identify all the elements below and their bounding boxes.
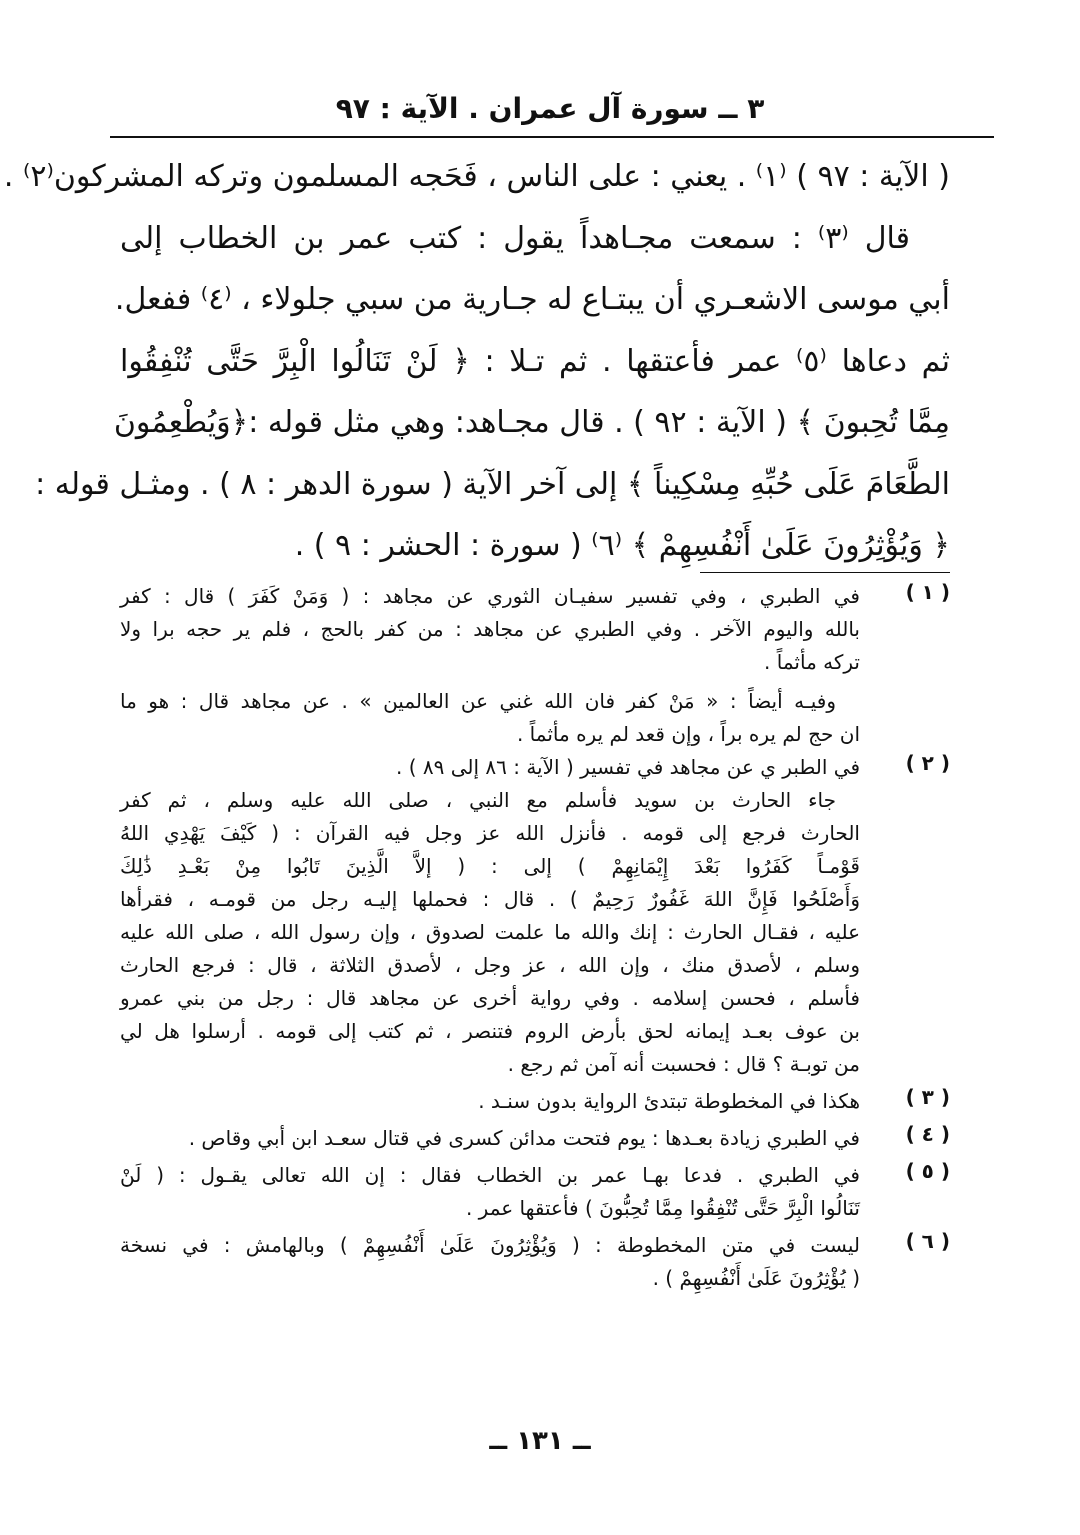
footnote-line: في الطبري زيادة بعـدها : يوم فتحت مدائن كسرى في قتال سعـد ابن أبي وقاص . xyxy=(188,1126,860,1150)
footnote-line: تَنَالُوا الْبِرَّ حَتَّى تُنْفِقُوا مِمَّا تُحِبُّونَ ) فأعتقها عمر . xyxy=(465,1196,860,1220)
main-line: ثم دعاها ⁽٥⁾ عمر فأعتقها . ثم تـلا : ﴿ لَنْ تَنَالُوا الْبِرَّ حَتَّى تُنْفِقُوا xyxy=(120,343,950,379)
running-header: ٣ ــ سورة آل عمران . الآية : ٩٧ xyxy=(335,92,765,125)
main-line: أبي موسى الاشعـري أن يبتـاع له جـارية من سبي جلولاء ، ⁽٤⁾ ففعل. xyxy=(114,282,950,317)
footnote-number: ( ٥ ) xyxy=(905,1159,950,1183)
page-number: ــ ١٣١ ــ xyxy=(489,1426,591,1456)
footnote-number: ( ٦ ) xyxy=(905,1229,950,1253)
footnote-number: ( ٣ ) xyxy=(905,1085,950,1109)
footnote-line: فأسلم ، فحسن إسلامه . وفي رواية أخرى عن مجاهد قال : رجل من بني عمرو xyxy=(120,986,860,1010)
footnote-line: عليه ، فقـال الحارث : إنك والله ما علمت لصدوق ، وإن رسول الله ، صلى الله عليه xyxy=(120,920,860,944)
footnote-line: وسلم ، لأصدق منك ، وإن الله ، عز وجل ، لأصدق الثلاثة ، قال : فرجع الحارث xyxy=(120,953,860,977)
footnote-line: من توبـة ؟ قال : فحسبت أنه آمن ثم رجع . xyxy=(507,1052,860,1076)
footnotes xyxy=(120,580,950,1295)
footnote-3 xyxy=(120,1085,950,1118)
footnote-line: الحارث فرجع إلى قومه . فأنزل الله عز وجل فيه القرآن : ( كَيْفَ يَهْدِي اللهُ xyxy=(120,821,860,845)
footnote-line: قَوْمـاً كَفَرُوا بَعْدَ إِيْمَانِهِمْ ) إلى : ( إلاَّ الَّذِينَ تَابُوا مِنْ بَعْـدِ ذَٰلِكَ xyxy=(120,854,860,878)
footnote-line: تركه مأثماً . xyxy=(764,650,860,674)
footnote-2 xyxy=(120,751,950,1081)
footnote-line: ان حج لم يره براً ، وإن قعد لم يره مأثماً . xyxy=(516,722,860,746)
main-line: الطَّعَامَ عَلَى حُبِّهِ مِسْكِيناً ﴾ إلى آخر الآية ( سورة الدهر : ٨ ) . ومثـل قوله : xyxy=(35,466,950,502)
footnote-line: بالله واليوم الآخر . وفي الطبري عن مجاهد : من كفر بالحج ، فلم ير حجه برا ولا xyxy=(120,617,860,641)
footnote-line: بن عوف بعـد إيمانه لحق بأرض الروم فتنصر ، ثم كتب إلى قومه . أرسلوا هل لي xyxy=(120,1019,860,1043)
footnote-number: ( ٢ ) xyxy=(905,751,950,775)
footnote-line: في الطبري ، وفي تفسير سفيـان الثوري عن مجاهد : ( وَمَنْ كَفَرَ ) قال : كفر xyxy=(120,584,860,608)
footnote-number: ( ١ ) xyxy=(905,580,950,604)
header-rule xyxy=(110,136,994,138)
footnote-1 xyxy=(120,580,950,751)
main-line: قال ⁽٣⁾ : سمعت مجـاهداً يقول : كتب عمر بن الخطاب إلى xyxy=(120,220,910,256)
footnote-rule xyxy=(700,572,950,573)
footnote-4 xyxy=(120,1122,950,1155)
footnote-number: ( ٤ ) xyxy=(905,1122,950,1146)
main-line: ( الآية : ٩٧ ) ⁽١⁾ . يعني : على الناس ، فَحَجه المسلمون وتركه المشركون⁽٢⁾ . xyxy=(3,159,950,194)
footnote-line: ليست في متن المخطوطة : ( وَيُؤْثِرُونَ عَلَىٰ أَنْفُسِهِمْ ) وبالهامش : في نسخة xyxy=(120,1233,860,1257)
footnote-line: ( يُؤْثِرُونَ عَلَىٰ أَنْفُسِهِمْ ) . xyxy=(652,1266,860,1290)
main-line: مِمَّا تُحِبونَ ﴾ ( الآية : ٩٢ ) . قال مجـاهد: وهي مثل قوله :﴿وَيُطْعِمُونَ xyxy=(113,405,950,440)
footnote-line: جاء الحارث بن سويد فأسلم مع النبي ، صلى الله عليه وسلم ، ثم كفر xyxy=(120,788,836,812)
main-text xyxy=(3,146,950,577)
footnote-line: وفيـه أيضاً : « مَنْ كفر فان الله غني عن العالمين » . عن مجاهد قال : هو ما xyxy=(120,689,836,713)
footnote-line: في الطبر ي عن مجاهد في تفسير ( الآية : ٨٦ إلى ٨٩ ) . xyxy=(395,755,860,779)
footnote-line: هكذا في المخطوطة تبتدئ الرواية بدون سنـد . xyxy=(478,1089,860,1113)
footnote-line: وَأَصْلَحُوا فَإِنَّ اللهَ غَفُورٌ رَحِيمٌ ) . قال : فحملها إليـه رجل من قومـه ، فقرأها xyxy=(120,887,860,911)
footnote-5 xyxy=(120,1159,950,1225)
main-line: ﴿ وَيُؤْثِرُونَ عَلَىٰ أَنْفُسِهِمْ ﴾ ⁽٦⁾ ( سورة : الحشر : ٩ ) . xyxy=(294,528,950,563)
footnote-6 xyxy=(120,1229,950,1295)
footnote-line: في الطبري . فدعا بهـا عمر بن الخطاب فقال : إن الله تعالى يقـول : ( لَنْ xyxy=(120,1163,860,1187)
